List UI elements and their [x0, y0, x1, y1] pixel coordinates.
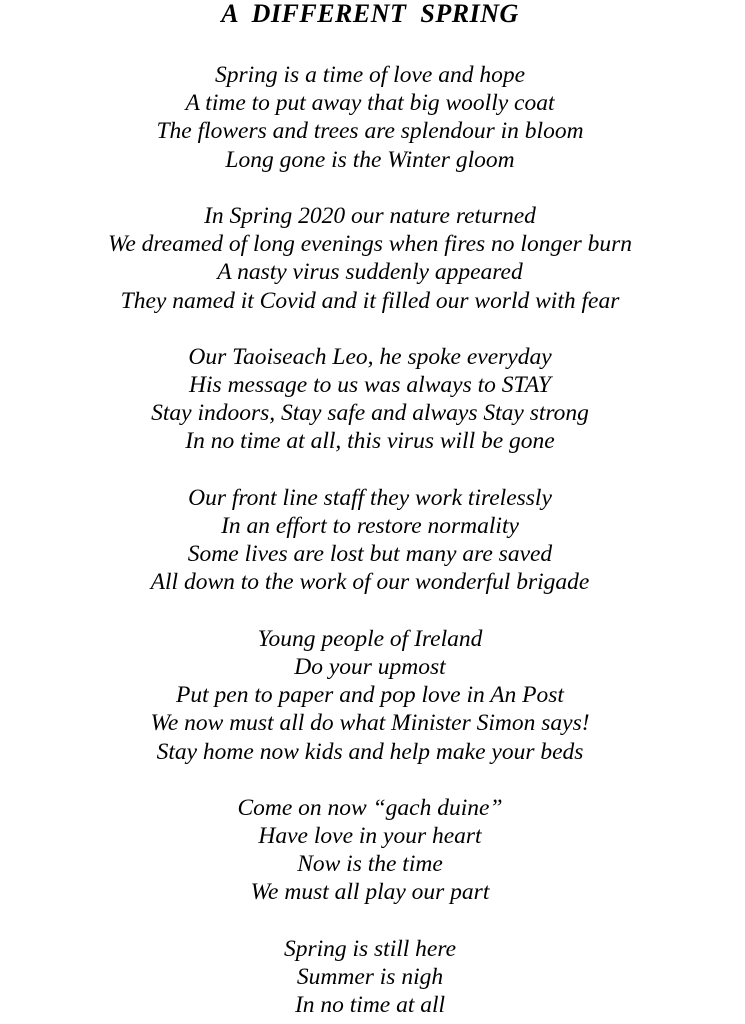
poem-line: A time to put away that big woolly coat: [185, 90, 555, 117]
poem-line: The flowers and trees are splendour in bloom: [156, 118, 584, 145]
poem-line: Spring is a time of love and hope: [214, 62, 526, 88]
poem-line: All down to the work of our wonderful brigade: [150, 569, 590, 596]
poem-body: [0, 61, 740, 1024]
poem-line: In an effort to restore normality: [221, 513, 519, 539]
poem-line: In no time at all, this virus will be gone: [185, 428, 555, 455]
stanza: [0, 935, 740, 1020]
poem-line: We dreamed of long evenings when fires no longer burn: [107, 231, 633, 258]
poem-line: In Spring 2020 our nature returned: [204, 202, 536, 229]
poem-line: They named it Covid and it filled our world with fear: [120, 287, 620, 314]
stanza: [0, 625, 740, 766]
poem-line: Our Taoiseach Leo, he spoke everyday: [188, 343, 552, 370]
poem-line: Put pen to paper and pop love in An Post: [176, 682, 564, 709]
poem-line: Have love in your heart: [258, 823, 482, 850]
poem-line: Do your upmost: [294, 653, 446, 680]
poem-line: Some lives are lost but many are saved: [187, 541, 553, 568]
poem-line: Long gone is the Winter gloom: [225, 146, 515, 173]
poem-line: Stay home now kids and help make your beds: [156, 738, 584, 765]
stanza: [0, 484, 740, 597]
poem-line: We must all play our part: [250, 879, 490, 906]
poem-line: Stay indoors, Stay safe and always Stay strong: [151, 400, 589, 427]
stanza: [0, 794, 740, 907]
poem-line: In no time at all: [294, 992, 446, 1019]
stanza: [0, 343, 740, 456]
stanza: [0, 61, 740, 174]
poem-line: We now must all do what Minister Simon says!: [150, 710, 590, 737]
poem-line: Now is the time: [297, 851, 443, 878]
poem-line: A nasty virus suddenly appeared: [217, 259, 523, 286]
poem-line: Young people of Ireland: [257, 625, 483, 652]
poem-line: Summer is nigh: [296, 964, 444, 990]
poem-line: His message to us was always to STAY: [189, 372, 551, 399]
poem-title: A DIFFERENT SPRING: [221, 0, 519, 28]
stanza: [0, 202, 740, 315]
poem-line: Spring is still here: [283, 935, 457, 962]
poem-line: Our front line staff they work tirelessly: [188, 484, 552, 511]
poem-line: Come on now “gach duine”: [237, 794, 503, 821]
